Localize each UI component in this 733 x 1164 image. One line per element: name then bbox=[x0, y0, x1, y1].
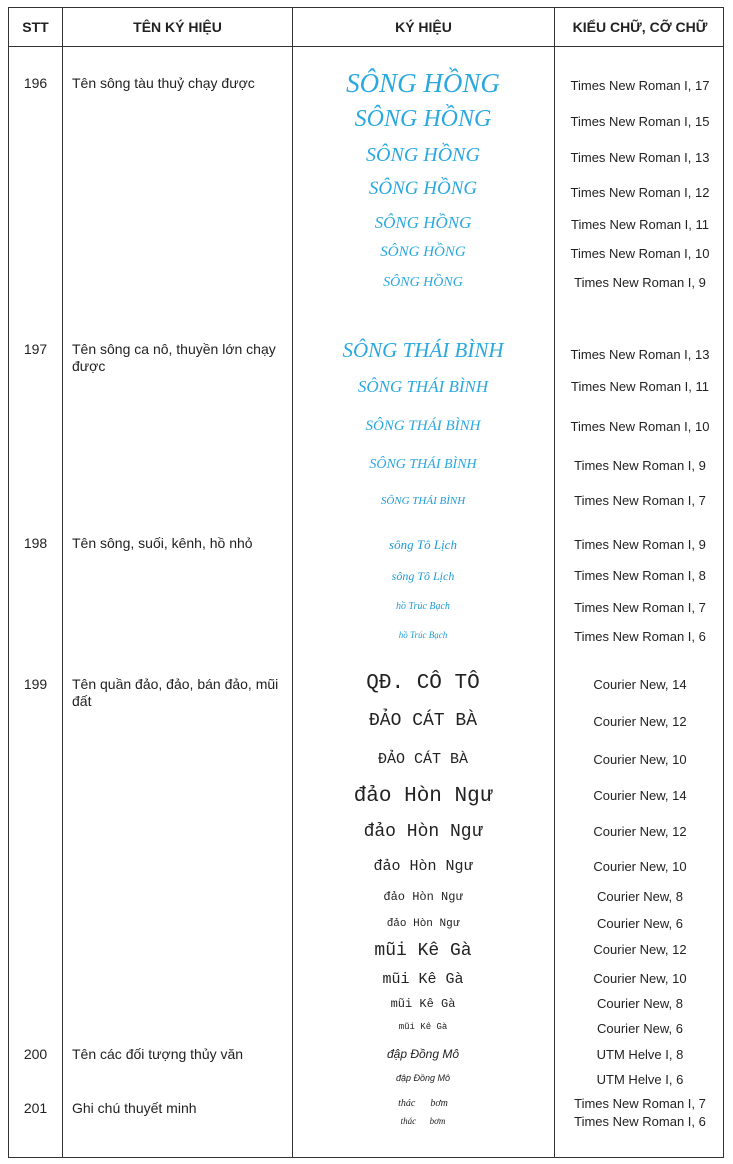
header-divider bbox=[9, 46, 723, 47]
symbol-sample: hồ Trúc Bạch bbox=[398, 630, 448, 640]
symbol-sample: mũi Kê Gà bbox=[382, 971, 464, 988]
font-spec: Times New Roman I, 6 bbox=[574, 629, 706, 644]
symbol-sample: SÔNG HỒNG bbox=[380, 244, 466, 260]
font-spec: Times New Roman I, 13 bbox=[570, 347, 710, 362]
symbol-table bbox=[8, 7, 724, 1158]
font-spec: Times New Roman I, 9 bbox=[574, 458, 706, 473]
symbol-sample: SÔNG HỒNG bbox=[374, 213, 472, 232]
font-spec: Courier New, 10 bbox=[593, 971, 687, 986]
font-spec: Times New Roman I, 10 bbox=[570, 246, 710, 261]
font-spec: Times New Roman I, 11 bbox=[571, 217, 709, 232]
font-spec: Courier New, 10 bbox=[593, 752, 687, 767]
symbol-sample: QĐ. CÔ TÔ bbox=[366, 672, 480, 695]
symbol-sample: SÔNG HỒNG bbox=[346, 68, 500, 98]
symbol-sample: đảo Hòn Ngư bbox=[383, 890, 463, 904]
symbol-sample: sông Tô Lịch bbox=[389, 537, 457, 552]
symbol-sample: SÔNG THÁI BÌNH bbox=[365, 418, 481, 434]
header-font: KIỂU CHỮ, CỠ CHỮ bbox=[572, 19, 708, 35]
symbol-sample: SÔNG THÁI BÌNH bbox=[342, 338, 504, 362]
header-symbol: KÝ HIỆU bbox=[395, 19, 452, 35]
font-spec: Times New Roman I, 11 bbox=[571, 379, 709, 394]
symbol-sample: đảo Hòn Ngư bbox=[373, 858, 473, 875]
font-spec: Times New Roman I, 13 bbox=[570, 150, 710, 165]
row-name: Tên sông ca nô, thuyền lớn chạy được bbox=[72, 341, 276, 374]
font-spec: Courier New, 12 bbox=[593, 824, 687, 839]
font-spec: Courier New, 12 bbox=[593, 942, 687, 957]
row-name: Tên sông tàu thuỷ chạy được bbox=[72, 75, 255, 91]
symbol-sample: mũi Kê Gà bbox=[374, 941, 472, 961]
row-stt: 198 bbox=[23, 535, 48, 551]
font-spec: Times New Roman I, 8 bbox=[574, 568, 706, 583]
font-spec: Courier New, 8 bbox=[597, 996, 683, 1011]
symbol-sample: SÔNG THÁI BÌNH bbox=[369, 457, 477, 472]
symbol-sample: đảo Hòn Ngư bbox=[363, 822, 483, 842]
symbol-sample: SÔNG HỒNG bbox=[366, 144, 480, 166]
header-stt: STT bbox=[22, 19, 49, 35]
font-spec: UTM Helve I, 8 bbox=[596, 1047, 684, 1062]
font-spec: Times New Roman I, 10 bbox=[570, 419, 710, 434]
font-spec: Times New Roman I, 6 bbox=[574, 1114, 706, 1129]
font-spec: Courier New, 14 bbox=[593, 788, 687, 803]
font-spec: Courier New, 6 bbox=[597, 916, 683, 931]
row-stt: 200 bbox=[23, 1046, 48, 1062]
symbol-sample: SÔNG THÁI BÌNH bbox=[357, 377, 489, 396]
font-spec: Times New Roman I, 9 bbox=[574, 275, 706, 290]
symbol-sample: thác bơm bbox=[398, 1098, 448, 1109]
font-spec: Times New Roman I, 7 bbox=[574, 493, 706, 508]
row-stt: 196 bbox=[23, 75, 48, 91]
font-spec: Courier New, 8 bbox=[597, 889, 683, 904]
row-stt: 199 bbox=[23, 676, 48, 692]
font-spec: Courier New, 14 bbox=[593, 677, 687, 692]
symbol-sample: SÔNG THÁI BÌNH bbox=[380, 495, 466, 507]
symbol-sample: thác bơm bbox=[400, 1116, 446, 1126]
row-name: Ghi chú thuyết minh bbox=[72, 1100, 197, 1116]
header-name: TÊN KÝ HIỆU bbox=[133, 19, 222, 35]
symbol-sample: đập Đồng Mô bbox=[395, 1073, 451, 1083]
font-spec: Courier New, 12 bbox=[593, 714, 687, 729]
symbol-sample: ĐẢO CÁT BÀ bbox=[368, 711, 478, 731]
symbol-sample: ĐẢO CÁT BÀ bbox=[377, 751, 468, 768]
font-spec: UTM Helve I, 6 bbox=[596, 1072, 684, 1087]
row-name: Tên sông, suối, kênh, hồ nhỏ bbox=[72, 535, 253, 551]
symbol-sample: đảo Hòn Ngư bbox=[353, 785, 493, 808]
symbol-sample: sông Tô Lịch bbox=[391, 569, 455, 583]
symbol-sample: hồ Trúc Bạch bbox=[396, 601, 450, 612]
symbol-sample: SÔNG HỒNG bbox=[368, 178, 478, 199]
font-spec: Times New Roman I, 15 bbox=[570, 114, 710, 129]
symbol-sample: SÔNG HỒNG bbox=[383, 275, 463, 290]
font-spec: Courier New, 10 bbox=[593, 859, 687, 874]
font-spec: Times New Roman I, 7 bbox=[574, 1096, 706, 1111]
font-spec: Times New Roman I, 7 bbox=[574, 600, 706, 615]
row-name: Tên các đối tượng thủy văn bbox=[72, 1046, 244, 1062]
row-name: Tên quần đảo, đảo, bán đảo, mũi đất bbox=[72, 676, 279, 709]
column-divider bbox=[62, 8, 63, 1157]
font-spec: Times New Roman I, 9 bbox=[574, 537, 706, 552]
font-spec: Courier New, 6 bbox=[597, 1021, 683, 1036]
font-spec: Times New Roman I, 12 bbox=[570, 185, 710, 200]
symbol-sample: đập Đồng Mô bbox=[386, 1047, 460, 1061]
row-stt: 197 bbox=[23, 341, 48, 357]
symbol-sample: SÔNG HỒNG bbox=[354, 106, 492, 132]
row-stt: 201 bbox=[23, 1100, 48, 1116]
symbol-sample: mũi Kê Gà bbox=[398, 1022, 448, 1032]
font-spec: Times New Roman I, 17 bbox=[570, 78, 710, 93]
symbol-sample: đảo Hòn Ngư bbox=[386, 918, 460, 930]
symbol-sample: mũi Kê Gà bbox=[390, 997, 456, 1011]
